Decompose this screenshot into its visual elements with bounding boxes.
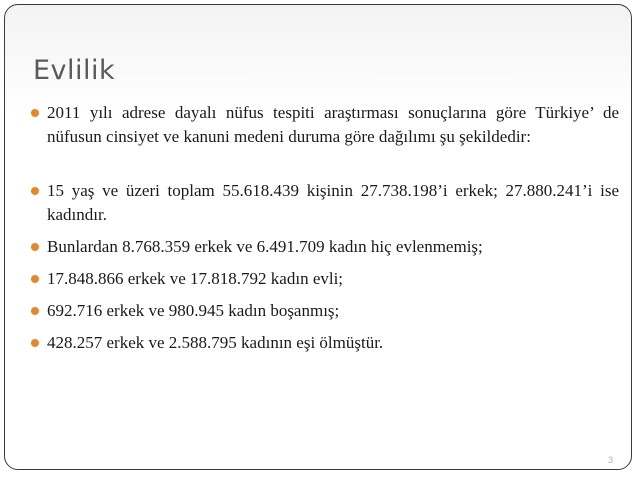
bullet-dot-icon bbox=[31, 109, 39, 117]
slide-title: Evlilik bbox=[33, 55, 116, 86]
bullet-list bbox=[29, 101, 619, 363]
bullet-text: Bunlardan 8.768.359 erkek ve 6.491.709 kadın hiç evlenmemiş; bbox=[47, 237, 483, 256]
bullet-item bbox=[29, 179, 619, 227]
bullet-text: 2011 yılı adrese dayalı nüfus tespiti araştırması sonuçlarına göre Türkiye’ de nüfusun cinsiyet ve kanuni medeni duruma göre dağılımı şu şekildedir: bbox=[47, 103, 619, 146]
bullet-text: 17.848.866 erkek ve 17.818.792 kadın evli; bbox=[47, 269, 344, 288]
bullet-text: 15 yaş ve üzeri toplam 55.618.439 kişinin 27.738.198’i erkek; 27.880.241’i ise kadındır. bbox=[47, 181, 619, 224]
bullet-text: 428.257 erkek ve 2.588.795 kadının eşi ölmüştür. bbox=[47, 333, 384, 352]
bullet-item bbox=[29, 331, 619, 355]
bullet-dot-icon bbox=[31, 339, 39, 347]
bullet-item bbox=[29, 235, 619, 259]
bullet-item bbox=[29, 267, 619, 291]
bullet-dot-icon bbox=[31, 307, 39, 315]
slide bbox=[4, 4, 632, 470]
bullet-dot-icon bbox=[31, 243, 39, 251]
slide-number: 3 bbox=[607, 455, 613, 465]
bullet-text: 692.716 erkek ve 980.945 kadın boşanmış; bbox=[47, 301, 340, 320]
bullet-dot-icon bbox=[31, 187, 39, 195]
bullet-item bbox=[29, 299, 619, 323]
bullet-dot-icon bbox=[31, 275, 39, 283]
bullet-item bbox=[29, 101, 619, 149]
